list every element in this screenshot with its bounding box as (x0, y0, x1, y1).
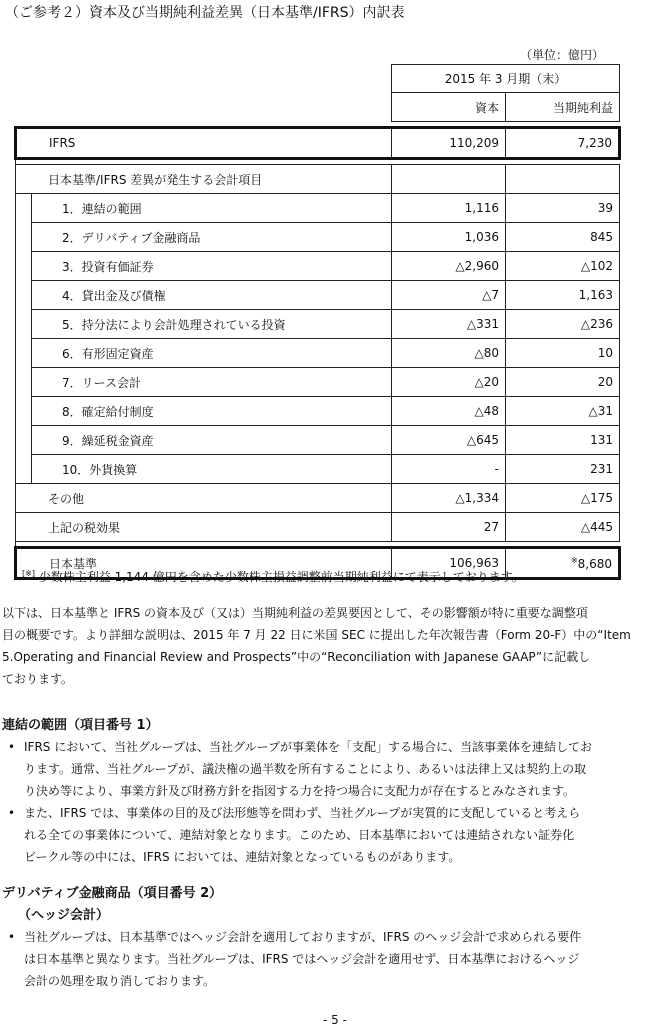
cell-capital: 106,963 (392, 548, 506, 579)
section-heading: 連結の範囲（項目番号 1） (2, 718, 159, 733)
cell-netincome: 39 (506, 194, 620, 223)
cell-netincome: 10 (506, 339, 620, 368)
row-label: 3．投資有価証券 (62, 259, 154, 274)
cell-capital: △331 (392, 310, 506, 339)
row-label: 4．貸出金及び債権 (62, 288, 166, 303)
cell-capital: 27 (392, 513, 506, 542)
table-row (16, 194, 620, 223)
col-header-capital: 資本 (392, 93, 506, 122)
row-label: 8．確定給付制度 (62, 404, 154, 419)
bullet-icon: • (8, 930, 16, 944)
bullet-icon: • (8, 806, 16, 820)
footnote-text: 少数株主利益 1,144 億円を含めた少数株主損益調整前当期純利益にて表示しております。 (38, 570, 524, 584)
footnote-mark: [※] (22, 569, 35, 578)
unit-label: （単位：億円） (520, 48, 605, 62)
cell-capital: △20 (392, 368, 506, 397)
table-row (16, 426, 620, 455)
cell-netincome: 845 (506, 223, 620, 252)
row-label: 5．持分法により会計処理されている投資 (62, 317, 286, 332)
reconciliation-table (14, 64, 621, 580)
cell-capital: △645 (392, 426, 506, 455)
period-header: 2015 年 3 月期（末） (392, 65, 620, 93)
cell-capital: △7 (392, 281, 506, 310)
col-header-netincome: 当期純利益 (506, 93, 620, 122)
cell-netincome: 131 (506, 426, 620, 455)
cell-netincome: △236 (506, 310, 620, 339)
bullet-line: また、IFRS では、事業体の目的及び法形態等を問わず、当社グループが実質的に支配していると考えら (24, 806, 581, 820)
table-row (16, 310, 620, 339)
bullet-line: は日本基準と異なります。当社グループは、IFRS ではヘッジ会計を適用せず、日本基準におけるヘッジ (24, 952, 580, 966)
cell-netincome: 1,163 (506, 281, 620, 310)
bullet-line: 当社グループは、日本基準ではヘッジ会計を適用しておりますが、IFRS のヘッジ会計で求められる要件 (24, 930, 582, 944)
intro-paragraph (2, 602, 631, 690)
table-row (16, 281, 620, 310)
row-label: 7．リース会計 (62, 375, 142, 390)
page-title: （ご参考２）資本及び当期純利益差異（日本基準/IFRS）内訳表 (5, 5, 405, 21)
row-label: IFRS (49, 136, 76, 150)
cell-capital: △80 (392, 339, 506, 368)
cell-netincome: 231 (506, 455, 620, 484)
cell-netincome: △31 (506, 397, 620, 426)
row-label: 10．外貨換算 (62, 462, 138, 477)
others-row (16, 484, 620, 513)
row-label: 日本基準 (49, 556, 98, 571)
table-row (16, 397, 620, 426)
intro-line: 以下は、日本基準と IFRS の資本及び（又は）当期純利益の差異要因として、その影響額が特に重要な調整項 (2, 606, 588, 620)
table-row (16, 223, 620, 252)
cell-capital: △48 (392, 397, 506, 426)
bullet-line: IFRS において、当社グループは、当社グループが事業体を「支配」する場合に、当該事業体を連結してお (24, 740, 593, 754)
row-label: 2．デリバティブ金融商品 (62, 230, 201, 245)
cell-capital: 110,209 (392, 128, 506, 159)
cell-netincome: 20 (506, 368, 620, 397)
section-label-row (16, 165, 620, 194)
table-row (16, 368, 620, 397)
bullet-line: ります。通常、当社グループが、議決権の過半数を所有することにより、あるいは法律上又は契約上の取 (24, 762, 587, 776)
cell-netincome: △445 (506, 513, 620, 542)
page-number: - 5 - (323, 1013, 347, 1027)
table-row (16, 339, 620, 368)
intro-line: 目の概要です。より詳細な説明は、2015 年 7 月 22 日に米国 SEC に提出した年次報告書（Form 20-F）中の“Item (2, 628, 631, 642)
row-label: 6．有形固定資産 (62, 346, 154, 361)
section-subheading: （ヘッジ会計） (18, 908, 110, 923)
bullet-line: り決め等により、事業方針及び財務方針を指図する力を持つ場合に支配力が存在するとみなされます。 (24, 784, 576, 798)
tax-effect-row (16, 513, 620, 542)
intro-line: ております。 (2, 672, 74, 686)
footnote (22, 568, 524, 585)
bullet-line: ビークル等の中には、IFRS においては、連結対象となっているものがあります。 (24, 850, 461, 864)
note-mark: ※ (570, 555, 578, 565)
row-label: 上記の税効果 (48, 520, 121, 535)
cell-netincome: 7,230 (506, 128, 620, 159)
table-row (16, 252, 620, 281)
section-label: 日本基準/IFRS 差異が発生する会計項目 (48, 172, 263, 187)
bullet-line: 会計の処理を取り消しております。 (24, 974, 216, 988)
bullet-line: れる全ての事業体について、連結対象となります。このため、日本基準においては連結されない証券化 (24, 828, 575, 842)
row-label: 1．連結の範囲 (62, 201, 142, 216)
row-label: その他 (48, 491, 85, 506)
cell-capital: 1,116 (392, 194, 506, 223)
bullet-icon: • (8, 740, 16, 754)
cell-capital: - (392, 455, 506, 484)
row-label: 9．繰延税金資産 (62, 433, 154, 448)
table-row (16, 455, 620, 484)
section-heading: デリバティブ金融商品（項目番号 2） (2, 886, 223, 901)
cell-netincome: △102 (506, 252, 620, 281)
cell-capital: △2,960 (392, 252, 506, 281)
intro-line: 5.Operating and Financial Review and Prospects”中の“Reconciliation with Japanese GAAP”に記載し (2, 650, 591, 664)
cell-capital: △1,334 (392, 484, 506, 513)
value: 8,680 (577, 556, 612, 571)
ifrs-row (16, 128, 620, 159)
cell-capital: 1,036 (392, 223, 506, 252)
cell-netincome: △175 (506, 484, 620, 513)
